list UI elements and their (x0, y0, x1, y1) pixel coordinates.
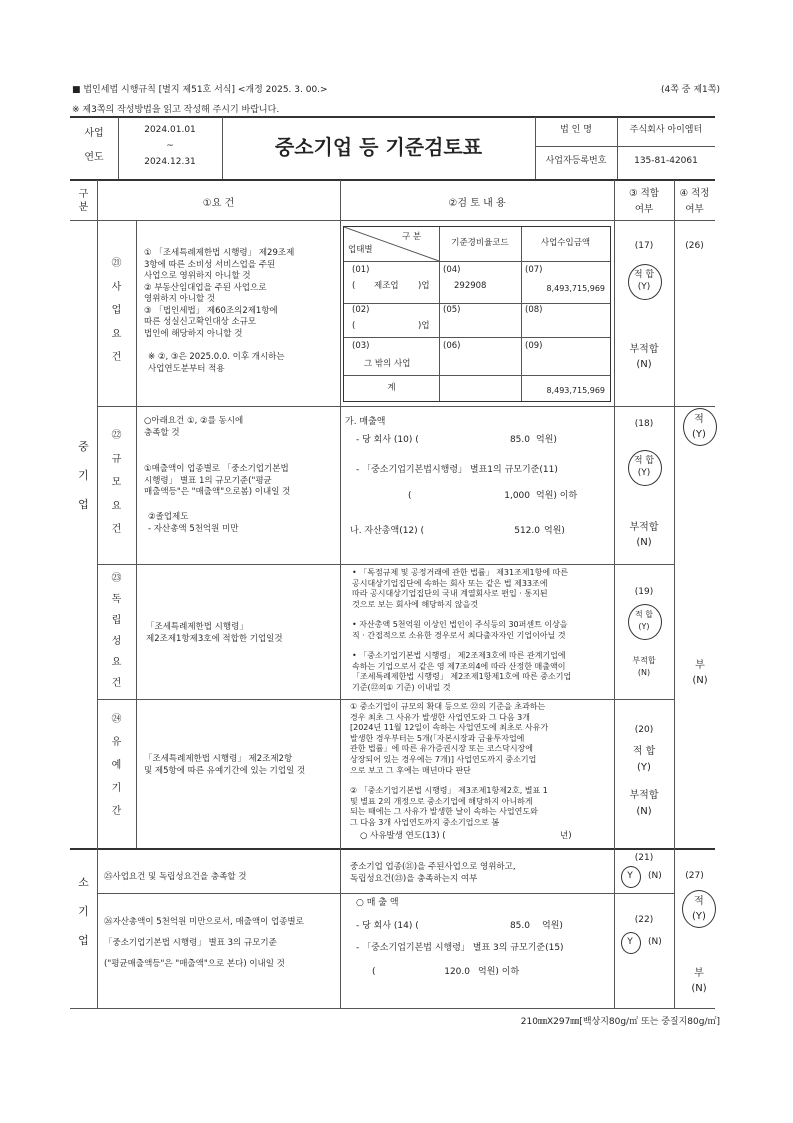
small-fit1-y: Y (627, 871, 633, 881)
row1-code: 292908 (454, 281, 487, 291)
row2-no: (02) (352, 305, 370, 315)
scale-rev-a1-unit: 억원) (536, 435, 557, 445)
col-review: ②검 토 내 용 (448, 198, 506, 209)
grace-rev-3-end: 년) (560, 831, 572, 841)
row2-amount-no: (08) (525, 305, 543, 315)
corp-name-label: 법 인 명 (560, 125, 592, 135)
grace-rev-2: ② 「중소기업기본법 시행령」 제3조제1항제2호, 별표 1 및 별표 2의 개정으로 중소기업에 해당하지 아니하게 되는 때에는 그 사유가 발생한 날이 속하는 사업연도와 그 다음 3개 사업연도까지 중소기업으로 봄 (350, 786, 548, 827)
small-fit2-no: (22) (634, 915, 654, 925)
scale-rev-a3-unit: 억원) 이하 (536, 491, 578, 501)
grace-rev-3-label: ○ 사유발생 연도(13) ( (360, 831, 446, 841)
page-title: 중소기업 등 기준검토표 (274, 135, 483, 159)
independence-fit-yes: 적 합 (Y) (635, 610, 653, 631)
small-col4-yes: 적 (Y) (692, 896, 706, 922)
business-fit-yes: 적 합 (Y) (633, 270, 655, 292)
small-rev-2d-open: ( (372, 967, 376, 977)
independence-rev-1: • 「독점규제 및 공정거래에 관한 법률」 제31조제1항에 따른 공시대상기업집단에 속하는 회사 또는 같은 법 제33조에 따라 공시대상기업집단의 국내 계열회사로 편입 · 통지된 것으로 보는 회사에 해당하지 않을것 (352, 568, 569, 609)
corner-top-label: 구 분 (402, 232, 422, 242)
small-rev-1: 중소기업 업종(㉑)을 주된사업으로 영위하고, 독립성요건(㉓)을 충족하는지 여부 (350, 862, 516, 884)
independence-label: ㉓ 독 립 성 요 건 (111, 573, 122, 689)
paper-spec: 210㎜X297㎜[백상지80g/㎡ 또는 중질지80g/㎡] (520, 1017, 720, 1027)
reg-no-value: 135-81-42061 (634, 156, 698, 166)
corner-bottom-label: 업태별 (348, 245, 373, 255)
col-fit2: ④ 적정 여부 (679, 188, 710, 215)
period-end: 2024.12.31 (144, 157, 196, 167)
scale-rev-b-label: 나. 자산총액(12) ( (350, 526, 425, 536)
small-rev-2c: - 「중소기업기본법 시행령」 별표 3의 규모기준(15) (356, 943, 564, 953)
page-indicator: (4쪽 중 제1쪽) (661, 85, 720, 95)
grace-fit-no-text: 부적합 (N) (629, 790, 659, 817)
business-requirement: ① 「조세특례제한법 시행령」 제29조제 3항에 따른 소비성 서비스업을 주된 사업으로 영위하지 아니할 것 ② 부동산임대업을 주된 사업으로 영위하지 아니할 것 ③ 「법인세법」 제60조의2제1항에 따른 성실신고확인대상 소규모 법인에 해당하지 아니할 것 (144, 248, 295, 339)
col-fit: ③ 적합 여부 (629, 188, 659, 215)
col-division: 구 분 (78, 189, 89, 213)
small-rev-2b-label: - 당 회사 (14) ( (356, 921, 419, 931)
sme-side-label: 중 기 업 (78, 440, 89, 511)
row1-open: ( (352, 281, 356, 291)
scale-fit-no: (18) (634, 419, 654, 429)
business-label: ㉑ 사 업 요 건 (111, 258, 122, 363)
scale-rev-b-unit: 억원) (544, 526, 565, 536)
scale-rev-a: 가. 매출액 (345, 417, 386, 427)
period-separator: ~ (166, 141, 174, 151)
independence-requirement: 「조세특례제한법 시행령」 제2조제1항제3호에 적합한 기업일것 (146, 622, 283, 644)
row3-amount-no: (09) (525, 341, 543, 351)
small-fit1-n: (N) (648, 871, 662, 881)
total-label: 계 (387, 383, 396, 393)
independence-fit-no-text: 부적합 (N) (632, 656, 656, 677)
scale-label: ㉒ 규 모 요 건 (111, 430, 122, 535)
small-req-2: ㉖자산총액이 5천억원 미만으로서, 매출액이 업종별로 「중소기업기본법 시행령」 별표 3의 규모기준 ("평균매출액등"은 "매출액"으로 본다) 이내일 것 (104, 917, 304, 969)
grace-fit-yes: 적 합 (Y) (632, 746, 656, 773)
reg-no-label: 사업자등록번호 (545, 156, 607, 166)
row2-code-no: (05) (443, 305, 461, 315)
row1-no: (01) (352, 265, 370, 275)
scale-req-2: ①매출액이 업종별로 「중소기업기본법 시행령」 별표 1의 규모기준("평균 매출액등"은 "매출액"으로봄) 이내일 것 (144, 464, 291, 497)
business-fit-no-text: 부적합 (N) (629, 344, 659, 370)
small-side-label: 소 기 업 (78, 876, 89, 947)
row1-name: 제조업 (374, 281, 399, 291)
col-requirement: ①요 건 (202, 198, 235, 209)
small-col4-no-text: 부 (N) (691, 968, 707, 994)
row1-close: )업 (418, 281, 430, 291)
sme-fit2-no: 부 (N) (692, 660, 708, 686)
form-reference: ■ 법인세법 시행규칙 [별지 제51호 서식] <개정 2025. 3. 00.> (72, 85, 328, 95)
small-rev-2b-value: 85.0 (509, 921, 530, 931)
row3-no: (03) (352, 341, 370, 351)
independence-rev-2: • 자산총액 5천억원 이상인 법인이 주식등의 30퍼센트 이상을 직 · 간접적으로 소유한 경우로서 최다출자자인 기업이아닐 것 (352, 620, 568, 640)
row2-open: ( (352, 321, 356, 331)
period-start: 2024.01.01 (144, 125, 196, 135)
grace-fit-no: (20) (634, 725, 654, 735)
business-type-table (343, 226, 611, 402)
sme-fit2-yes: 적 (Y) (692, 414, 706, 440)
small-rev-2d-value: 120.0 (444, 967, 470, 977)
scale-rev-a3-open: ( (408, 491, 412, 501)
grace-rev-1: ① 중소기업이 규모의 확대 등으로 ㉒의 기준을 초과하는 경우 최초 그 사유가 발생한 사업연도와 그 다음 3개 [2024년 11월 12일이 속하는 사업연도에 최초로 사유가 발생한 경우부터는 5개(「자본시장과 금융투자업에 관한 법률」에 따른 유가증권시장 또는 코스닥시장에 상장되어 있는 경우에는 7개)] 사업연도까지 중소기업 으로 보고 그 후에는 매년마다 판단 (350, 702, 549, 775)
independence-fit-no: (19) (634, 587, 654, 597)
business-requirement-note: ※ ②, ③은 2025.0.0. 이후 개시하는 사업연도분부터 적용 (148, 352, 285, 374)
scale-req-1: ○아래요건 ①, ②를 동시에 충족할 것 (144, 416, 244, 438)
row2-close: )업 (418, 321, 430, 331)
row3-code-no: (06) (443, 341, 461, 351)
small-rev-2a: ○ 매 출 액 (356, 898, 399, 908)
small-col4-no: (27) (685, 871, 704, 881)
small-fit2-n: (N) (648, 937, 662, 947)
notice-text: ※ 제3쪽의 작성방법을 읽고 작성해 주시기 바랍니다. (72, 105, 280, 115)
small-rev-2d-unit: 억원) 이하 (478, 967, 520, 977)
total-amount: 8,493,715,969 (546, 386, 605, 395)
row1-amount-no: (07) (525, 265, 543, 275)
grace-requirement: 「조세특례제한법 시행령」 제2조제2항 및 제5항에 따른 유예기간에 있는 기업일 것 (144, 754, 306, 776)
row3-name: 그 밖의 사업 (364, 359, 411, 369)
scale-req-3: ②졸업제도 - 자산총액 5천억원 미만 (148, 512, 239, 534)
scale-fit-no-text: 부적합 (N) (629, 522, 659, 548)
scale-rev-a3-value: 1,000 (504, 491, 530, 501)
scale-rev-b-value: 512.0 (514, 526, 540, 536)
scale-rev-a1-value: 85.0 (509, 435, 530, 445)
business-fit-no: (17) (634, 241, 654, 251)
scale-rev-a2: - 「중소기업기본법시행령」 별표1의 규모기준(11) (356, 465, 558, 475)
col-code-header: 기준경비율코드 (451, 238, 509, 248)
independence-rev-3: • 「중소기업기본법 시행령」 제2조제3호에 따른 관계기업에 속하는 기업으로서 같은 영 제7조의4에 따라 산정한 매출액이 「조세특례제한법 시행령」 제2조제1항제1호에 따른 중소기업 기준(㉒의① 기준) 이내일 것 (352, 651, 572, 692)
small-fit2-y: Y (627, 937, 633, 947)
scale-rev-a1-label: - 당 회사 (10) ( (356, 435, 419, 445)
small-req-1: ㉕사업요건 및 독립성요건을 충족할 것 (104, 872, 247, 882)
row1-amount: 8,493,715,969 (546, 284, 605, 293)
business-fit2-no: (26) (685, 241, 704, 251)
col-amount-header: 사업수입금액 (540, 238, 591, 248)
grace-label: ㉔ 유 예 기 간 (111, 714, 122, 817)
scale-fit-yes: 적 합 (Y) (633, 456, 655, 478)
fiscal-year-label: 사업 연도 (84, 128, 104, 163)
small-rev-2b-unit: 억원) (542, 921, 563, 931)
corp-name-value: 주식회사 아이엠터 (629, 125, 703, 135)
row1-code-no: (04) (443, 265, 461, 275)
small-fit1-no: (21) (634, 853, 654, 863)
